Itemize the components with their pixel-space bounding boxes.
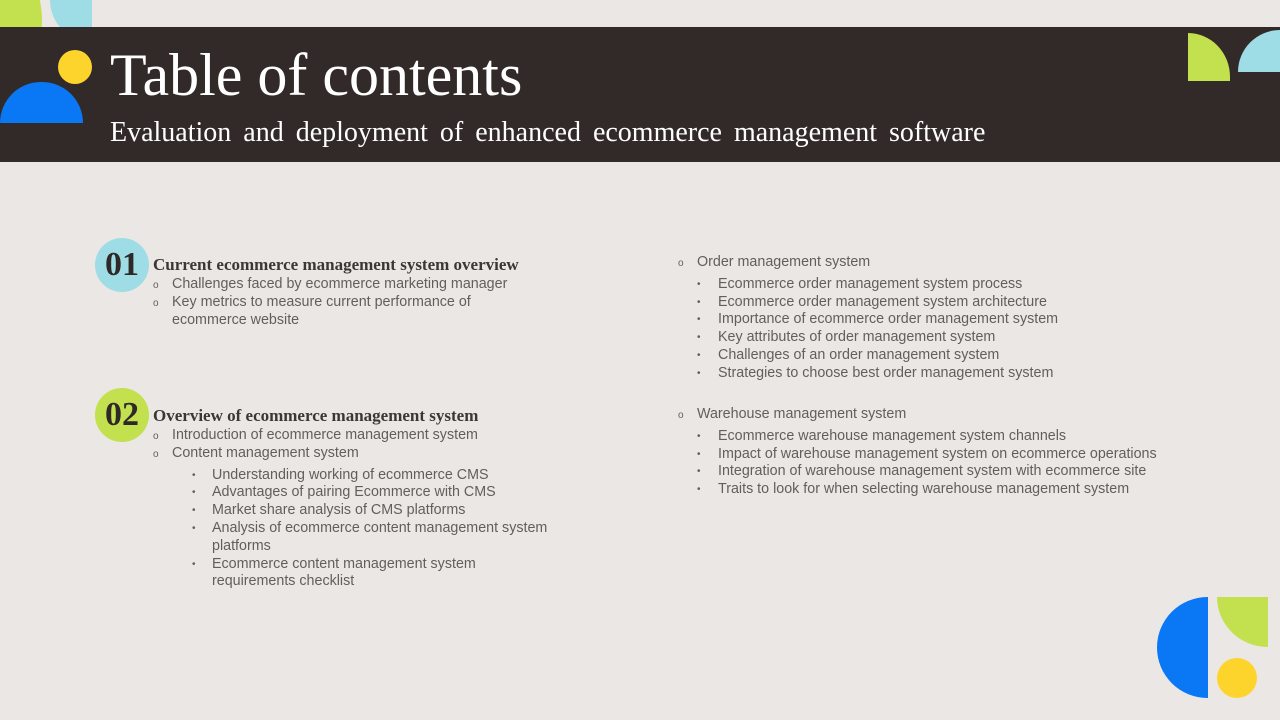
list-item: • Strategies to choose best order management system [697, 365, 1198, 383]
list-item: • Challenges of an order management system [697, 347, 1198, 365]
list-item: o Introduction of ecommerce management system [153, 427, 553, 445]
list-item [678, 406, 1198, 499]
list-item [153, 445, 553, 591]
list-item: • Importance of ecommerce order management system [697, 311, 1198, 329]
list-item: o Key metrics to measure current performance of ecommerce website [153, 294, 482, 330]
list-item: • Integration of warehouse management system with ecommerce site [697, 463, 1198, 481]
list-item: • Impact of warehouse management system on ecommerce operations [697, 446, 1198, 464]
section-01-list [153, 276, 533, 329]
list-item: • Traits to look for when selecting warehouse management system [697, 481, 1198, 499]
blue-half-circle-shape [1157, 597, 1208, 698]
list-item-label: Warehouse management system [697, 406, 907, 422]
section-title-02: Overview of ecommerce management system [153, 406, 479, 425]
warehouse-management-sublist [697, 428, 1198, 499]
list-item: • Key attributes of order management system [697, 329, 1198, 347]
list-item-label: Content management system [172, 444, 359, 461]
list-item: o Challenges faced by ecommerce marketing manager [153, 276, 533, 294]
section-number-02: 02 [95, 388, 149, 442]
content-management-sublist [172, 467, 553, 592]
list-item: • Ecommerce order management system architecture [697, 294, 1198, 312]
list-item: • Ecommerce order management system process [697, 276, 1198, 294]
lime-quarter-shape-bottom [1217, 597, 1268, 647]
list-item: • Ecommerce content management system requirements checklist [172, 556, 512, 592]
list-item: • Ecommerce warehouse management system channels [697, 428, 1198, 446]
yellow-circle-shape [58, 50, 92, 84]
page-subtitle: Evaluation and deployment of enhanced ecommerce management software [110, 117, 986, 148]
list-item: • Market share analysis of CMS platforms [172, 502, 553, 520]
list-item: • Understanding working of ecommerce CMS [172, 467, 553, 485]
warehouse-management-list [678, 406, 1198, 499]
order-management-sublist [697, 276, 1198, 383]
list-item-label: Order management system [697, 254, 871, 270]
page-title: Table of contents [110, 42, 523, 108]
list-item: • Advantages of pairing Ecommerce with CMS [172, 484, 553, 502]
list-item: • Analysis of ecommerce content management system platforms [172, 520, 557, 556]
yellow-circle-shape-bottom [1217, 658, 1257, 698]
section-02-list [153, 427, 553, 591]
section-number-01: 01 [95, 238, 149, 292]
list-item [678, 254, 1198, 383]
order-management-list [678, 254, 1198, 383]
section-title-01: Current ecommerce management system overview [153, 255, 519, 274]
